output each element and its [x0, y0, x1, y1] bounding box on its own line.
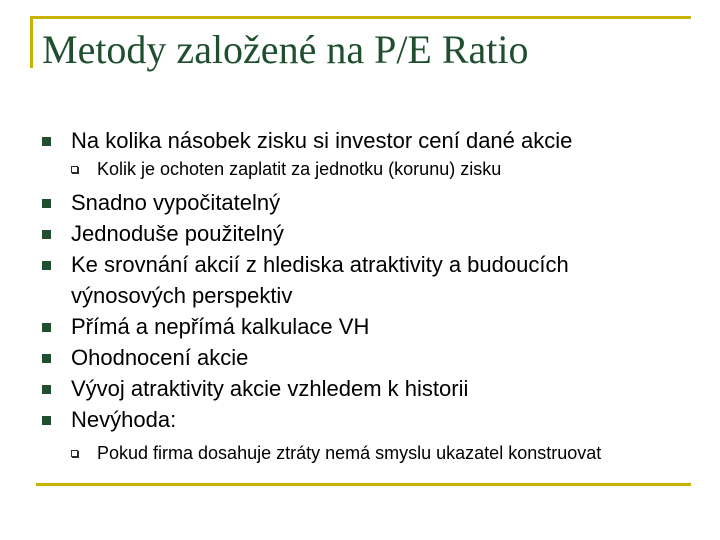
bullet-text: Jednoduše použitelný [71, 221, 284, 246]
sub-bullet-text: Kolik je ochoten zaplatit za jednotku (korunu) zisku [97, 159, 502, 179]
sub-bullet-item [0, 442, 677, 465]
square-bullet-icon [42, 323, 51, 332]
bullet-text: Ohodnocení akcie [71, 345, 249, 370]
bullet-list [0, 125, 720, 465]
frame-bottom-line [36, 483, 691, 486]
square-bullet-icon [42, 385, 51, 394]
bullet-item [0, 125, 671, 156]
square-bullet-icon [42, 137, 51, 146]
square-bullet-icon [42, 416, 51, 425]
bullet-item [0, 249, 671, 311]
frame-top-line [30, 16, 691, 19]
sub-bullet-item [0, 158, 677, 181]
hollow-square-bullet-icon [71, 450, 78, 457]
square-bullet-icon [42, 261, 51, 270]
sub-bullet-text: Pokud firma dosahuje ztráty nemá smyslu ukazatel konstruovat [97, 443, 602, 463]
bullet-item [0, 404, 671, 435]
square-bullet-icon [42, 354, 51, 363]
bullet-item [0, 311, 671, 342]
bullet-text: Vývoj atraktivity akcie vzhledem k historii [71, 376, 469, 401]
bullet-text: Nevýhoda: [71, 407, 177, 432]
bullet-item [0, 373, 671, 404]
bullet-text: Na kolika násobek zisku si investor cení dané akcie [71, 128, 573, 153]
slide-title: Metody založené na P/E Ratio [42, 27, 529, 72]
bullet-text: Ke srovnání akcií z hlediska atraktivity a budoucích výnosových perspektiv [71, 252, 569, 308]
bullet-text: Přímá a nepřímá kalkulace VH [71, 314, 370, 339]
square-bullet-icon [42, 230, 51, 239]
bullet-item [0, 342, 671, 373]
bullet-item [0, 218, 671, 249]
square-bullet-icon [42, 199, 51, 208]
bullet-text: Snadno vypočitatelný [71, 190, 281, 215]
frame-left-line [30, 16, 33, 68]
bullet-item [0, 187, 671, 218]
hollow-square-bullet-icon [71, 166, 78, 173]
